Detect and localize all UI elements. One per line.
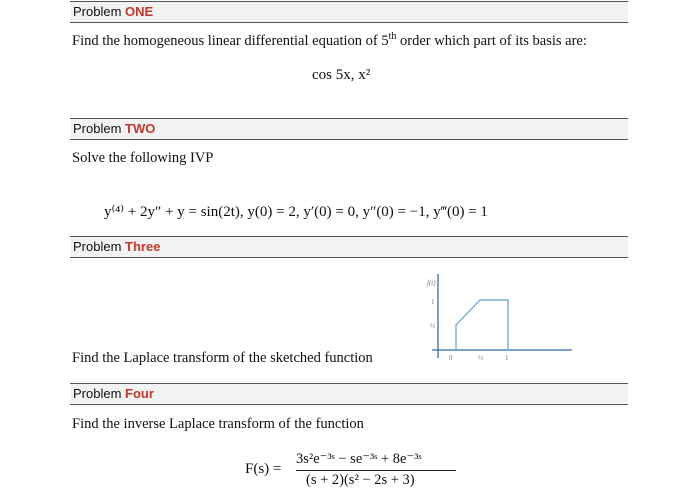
- problem-two-header: [70, 118, 628, 140]
- problem-title: [73, 121, 155, 136]
- problem-number: Four: [125, 386, 154, 401]
- problem-one-statement: [72, 33, 587, 50]
- problem-label: Problem: [73, 239, 122, 254]
- problem-two-statement: Solve the following IVP: [72, 150, 214, 166]
- problem-title: [73, 386, 154, 401]
- x-tick-0: 0: [449, 354, 453, 362]
- function-sketch: [428, 268, 578, 366]
- problem-label: Problem: [73, 121, 122, 136]
- problem-number: ONE: [125, 4, 154, 19]
- x-tick-1: 1: [505, 354, 509, 362]
- x-tick-half: ½: [478, 354, 484, 362]
- problem-one-header: [70, 1, 628, 23]
- y-tick-1: 1: [431, 298, 435, 306]
- y-axis-label: f(t): [427, 279, 436, 287]
- statement-text: Find the homogeneous linear differential equation of 5: [72, 33, 389, 49]
- y-tick-half: ½: [430, 322, 436, 330]
- function-graph: [456, 300, 508, 350]
- problem-four-statement: Find the inverse Laplace transform of the function: [72, 416, 364, 432]
- problem-four-header: [70, 383, 628, 405]
- basis-functions: cos 5x, x²: [312, 67, 371, 83]
- problem-three-header: [70, 236, 628, 258]
- fraction-numerator: 3s²e⁻³ˢ − se⁻³ˢ + 8e⁻³ˢ: [296, 451, 422, 467]
- fraction-denominator: (s + 2)(s² − 2s + 3): [306, 472, 415, 488]
- problem-number: TWO: [125, 121, 156, 136]
- statement-tail: order which part of its basis are:: [396, 33, 587, 49]
- problem-three-statement: Find the Laplace transform of the sketched function: [72, 350, 373, 366]
- function-lhs: F(s) =: [245, 461, 282, 477]
- ordinal-suffix: th: [388, 31, 397, 43]
- problem-label: Problem: [73, 4, 122, 19]
- problem-number: Three: [125, 239, 161, 254]
- ivp-equation: y⁽⁴⁾ + 2y″ + y = sin(2t), y(0) = 2, y′(0) = 0, y″(0) = −1, y‴(0) = 1: [104, 204, 488, 220]
- fraction-bar: [296, 470, 456, 471]
- problem-label: Problem: [73, 386, 122, 401]
- problem-title: [73, 239, 160, 254]
- problem-title: [73, 4, 153, 19]
